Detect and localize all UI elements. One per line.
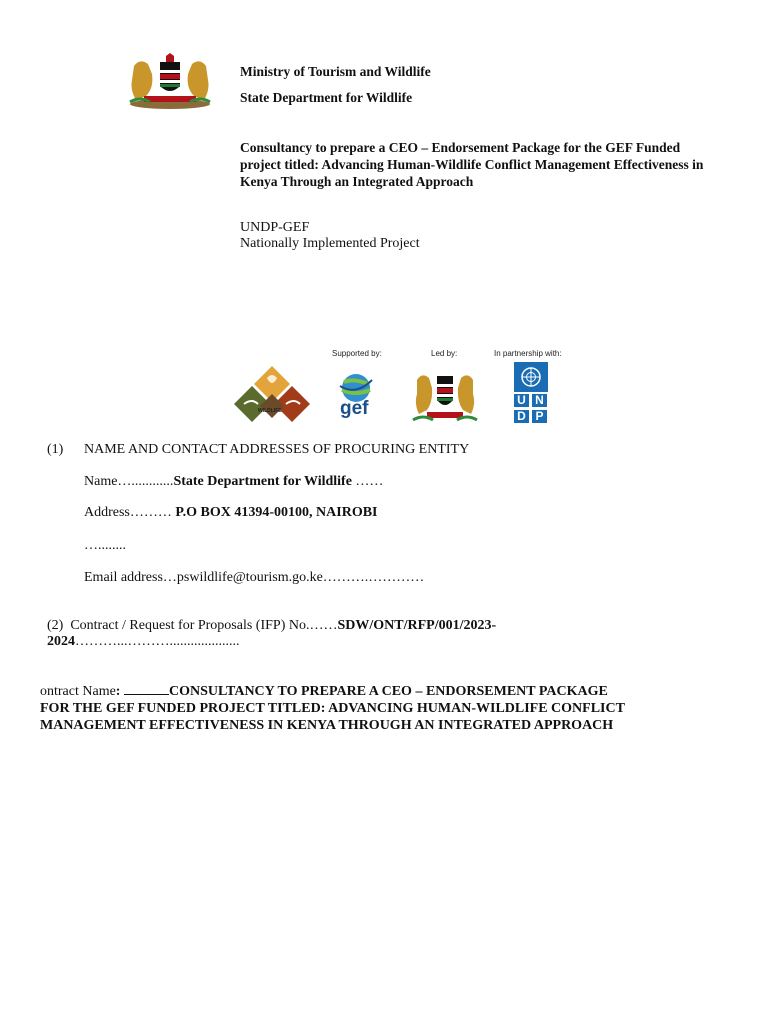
wildlife-department-logo — [232, 364, 312, 424]
ministry-name: Ministry of Tourism and Wildlife — [240, 64, 431, 79]
contract-name-underline — [124, 683, 169, 695]
led-by-label: Led by: — [431, 349, 458, 358]
contract-name-colon: : — [115, 684, 121, 699]
rfp-reference-part1: SDW/ONT/RFP/001/2023- — [337, 618, 497, 633]
undp-letter-d: D — [514, 410, 529, 423]
implementation-type: Nationally Implemented Project — [240, 236, 420, 251]
entity-name-value: State Department for Wildlife — [173, 474, 352, 489]
program-name: UNDP-GEF — [240, 220, 310, 235]
entity-address-line — [84, 504, 378, 521]
entity-address-value: P.O BOX 41394-00100, NAIROBI — [175, 505, 378, 520]
rfp-reference-part2: 2024 — [47, 634, 75, 649]
entity-email-line: Email address…pswildlife@tourism.go.ke……….………… — [84, 570, 425, 585]
entity-name-line — [84, 473, 383, 490]
section1-number: (1) — [47, 442, 64, 457]
rfp-reference-dots: ………...……….................... — [75, 634, 240, 649]
kenya-coat-of-arms-small-logo — [411, 368, 479, 424]
entity-address-continuation: …........ — [84, 538, 126, 553]
wildlife-logo-text: WILDLIFE — [258, 408, 282, 414]
entity-address-prefix: Address……… — [84, 505, 176, 520]
contract-title-line2: FOR THE GEF FUNDED PROJECT TITLED: ADVANCING HUMAN-WILDLIFE CONFLICT — [40, 701, 625, 716]
kenya-coat-of-arms-logo — [120, 52, 220, 110]
entity-name-suffix: …… — [351, 474, 384, 489]
section2-line1 — [47, 617, 496, 634]
undp-letter-u: U — [514, 394, 529, 407]
consultancy-title: Consultancy to prepare a CEO – Endorsement Package for the GEF Funded project titled: Advancing Human-Wildlife Conflict Management Effectiveness in Kenya Through an Integrated Approach — [240, 140, 704, 189]
section2-text: Contract / Request for Proposals (IFP) No.…… — [63, 618, 338, 633]
undp-logo — [514, 362, 548, 424]
gef-logo-text: gef — [340, 398, 369, 419]
section2-number: (2) — [47, 618, 64, 633]
contract-title-line3: MANAGEMENT EFFECTIVENESS IN KENYA THROUGH AN INTEGRATED APPROACH — [40, 718, 614, 733]
contract-title-line1: CONSULTANCY TO PREPARE A CEO – ENDORSEMENT PACKAGE — [168, 684, 608, 699]
contract-name-label: ontract Name — [40, 684, 116, 699]
gef-logo — [332, 370, 380, 422]
in-partnership-with-label: In partnership with: — [494, 349, 562, 358]
section2-line2 — [47, 633, 240, 650]
section1-heading: NAME AND CONTACT ADDRESSES OF PROCURING ENTITY — [84, 442, 470, 457]
un-emblem-icon — [514, 362, 548, 392]
state-department-name: State Department for Wildlife — [240, 90, 413, 105]
contract-name-line1 — [40, 683, 608, 700]
undp-letter-p: P — [532, 410, 547, 423]
undp-letter-n: N — [532, 394, 547, 407]
supported-by-label: Supported by: — [332, 349, 382, 358]
entity-name-prefix: Name…............ — [84, 474, 174, 489]
